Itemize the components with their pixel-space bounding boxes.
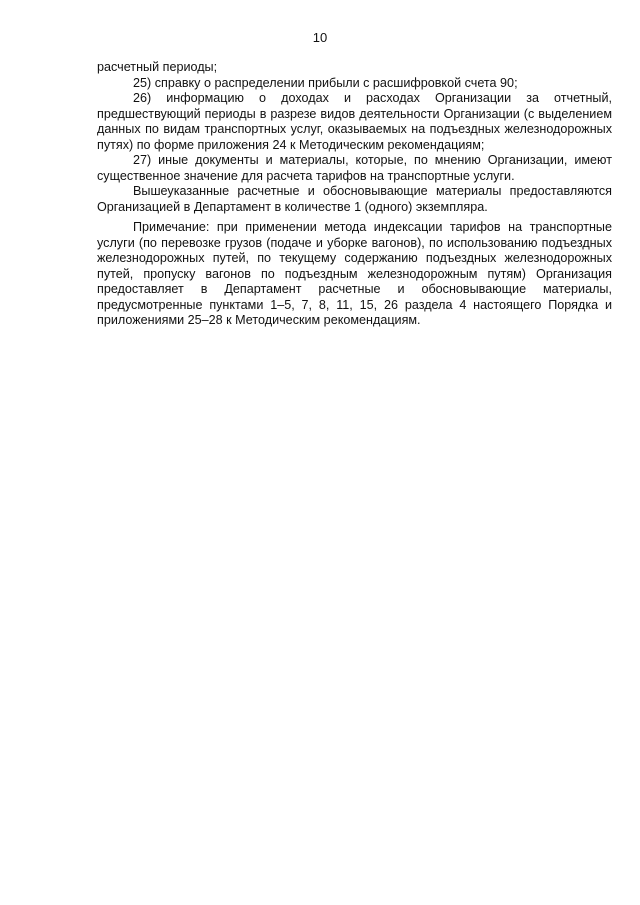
paragraph-materials-quantity: Вышеуказанные расчетные и обосновывающие материалы предоставляются Организацией в Департамент в количестве 1 (одного) экземпляра. <box>97 184 612 214</box>
paragraph-continuation: расчетный периоды; <box>97 60 218 74</box>
paragraph-item-27: 27) иные документы и материалы, которые, по мнению Организации, имеют существенное значение для расчета тарифов на транспортные услуги. <box>97 153 612 183</box>
document-body <box>97 60 612 329</box>
paragraph-note: Примечание: при применении метода индексации тарифов на транспортные услуги (по перевозке грузов (подаче и уборке вагонов), по использованию подъездных железнодорожных путей, по текущему содержанию подъездных железнодорожных путей, пропуску вагонов по подъездным железнодорожным путям) Организация предоставляет в Департамент расчетные и обосновывающие материалы, предусмотренные пунктами 1–5, 7, 8, 11, 15, 26 раздела 4 настоящего Порядка и приложениями 25–28 к Методическим рекомендациям. <box>97 220 612 327</box>
paragraph-item-25: 25) справку о распределении прибыли с расшифровкой счета 90; <box>133 75 518 90</box>
paragraph-item-26: 26) информацию о доходах и расходах Организации за отчетный, предшествующий периоды в разрезе видов деятельности Организации (с выделением данных по видам транспортных услуг, оказываемых на подъездных железнодорожных путях) по форме приложения 24 к Методическим рекомендациям; <box>97 91 612 152</box>
page-number: 10 <box>312 30 328 45</box>
